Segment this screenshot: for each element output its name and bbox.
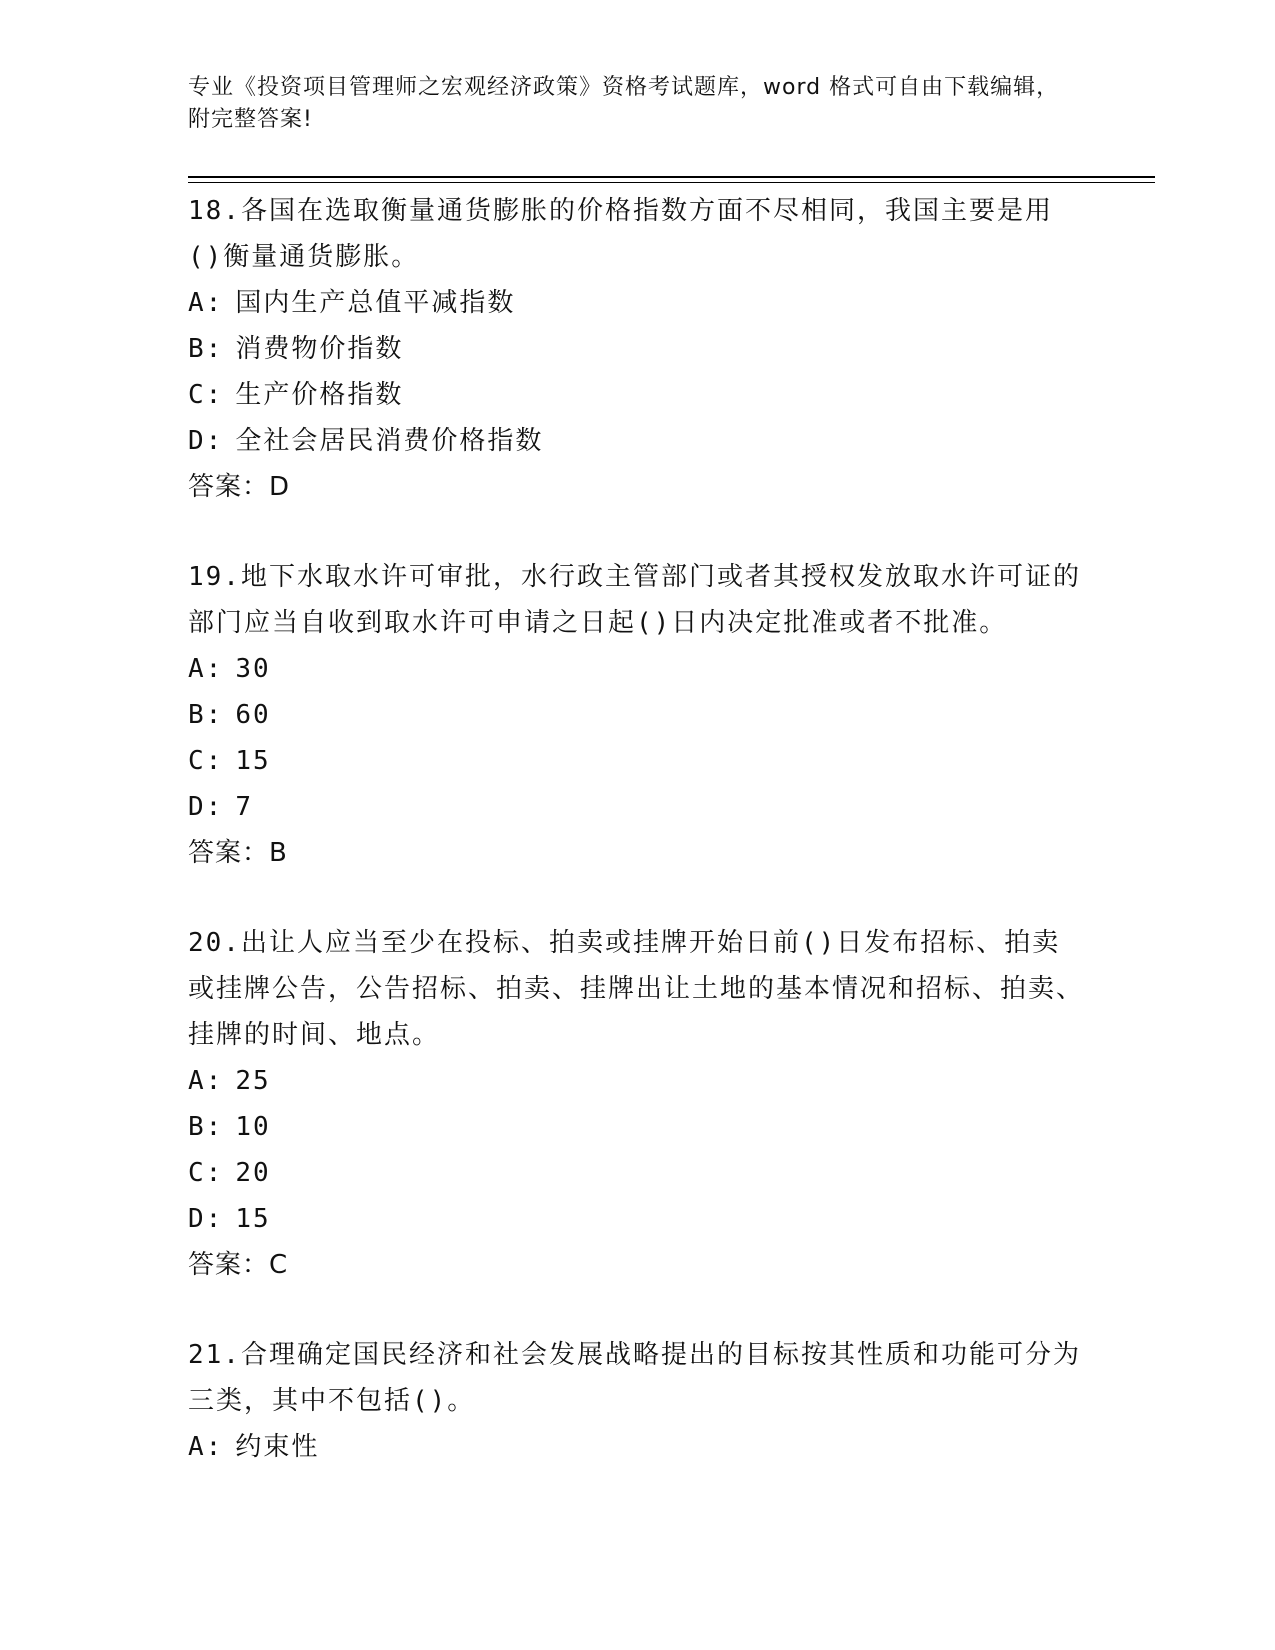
option-label: B: <box>188 700 224 730</box>
question-text: 19.地下水取水许可审批，水行政主管部门或者其授权发放取水许可证的部门应当自收到取水许可申请之日起()日内决定批准或者不批准。 <box>188 562 1081 638</box>
option-b <box>188 1104 1088 1150</box>
option-a <box>188 646 1088 692</box>
question-text: 21.合理确定国民经济和社会发展战略提出的目标按其性质和功能可分为三类，其中不包括()。 <box>188 1340 1081 1416</box>
option-text: 15 <box>235 1204 271 1234</box>
option-d <box>188 784 1088 830</box>
question-20 <box>188 920 1088 1288</box>
question-19 <box>188 554 1088 876</box>
option-b <box>188 326 1088 372</box>
question-21 <box>188 1332 1088 1470</box>
header-divider-thin <box>188 182 1155 183</box>
option-text: 15 <box>235 746 271 776</box>
option-label: A: <box>188 654 224 684</box>
option-text: 生产价格指数 <box>235 380 404 410</box>
option-b <box>188 692 1088 738</box>
option-c <box>188 1150 1088 1196</box>
option-d <box>188 418 1088 464</box>
option-c <box>188 372 1088 418</box>
header-divider <box>188 176 1155 178</box>
option-label: D: <box>188 426 224 456</box>
option-label: A: <box>188 288 224 318</box>
option-label: D: <box>188 792 224 822</box>
answer: 答案：C <box>188 1250 289 1280</box>
question-list <box>188 188 1088 1514</box>
option-label: C: <box>188 746 224 776</box>
option-text: 全社会居民消费价格指数 <box>235 426 544 456</box>
option-text: 25 <box>235 1066 271 1096</box>
option-text: 60 <box>235 700 271 730</box>
option-label: C: <box>188 380 224 410</box>
answer: 答案：D <box>188 472 291 502</box>
question-18 <box>188 188 1088 510</box>
option-text: 消费物价指数 <box>235 334 404 364</box>
document-header: 专业《投资项目管理师之宏观经济政策》资格考试题库，word 格式可自由下载编辑，附完整答案! <box>188 75 1060 132</box>
option-label: A: <box>188 1432 224 1462</box>
option-text: 约束性 <box>235 1432 320 1462</box>
option-d <box>188 1196 1088 1242</box>
answer: 答案：B <box>188 838 288 868</box>
option-label: D: <box>188 1204 224 1234</box>
option-label: A: <box>188 1066 224 1096</box>
option-text: 10 <box>235 1112 271 1142</box>
option-label: C: <box>188 1158 224 1188</box>
question-text: 20.出让人应当至少在投标、拍卖或挂牌开始日前()日发布招标、拍卖或挂牌公告，公告招标、拍卖、挂牌出让土地的基本情况和招标、拍卖、挂牌的时间、地点。 <box>188 928 1085 1050</box>
option-text: 国内生产总值平减指数 <box>235 288 516 318</box>
option-a <box>188 1058 1088 1104</box>
option-text: 7 <box>235 792 253 822</box>
option-label: B: <box>188 334 224 364</box>
option-text: 30 <box>235 654 271 684</box>
option-c <box>188 738 1088 784</box>
option-text: 20 <box>235 1158 271 1188</box>
option-a <box>188 280 1088 326</box>
option-label: B: <box>188 1112 224 1142</box>
option-a <box>188 1424 1088 1470</box>
question-text: 18.各国在选取衡量通货膨胀的价格指数方面不尽相同，我国主要是用()衡量通货膨胀。 <box>188 196 1053 272</box>
